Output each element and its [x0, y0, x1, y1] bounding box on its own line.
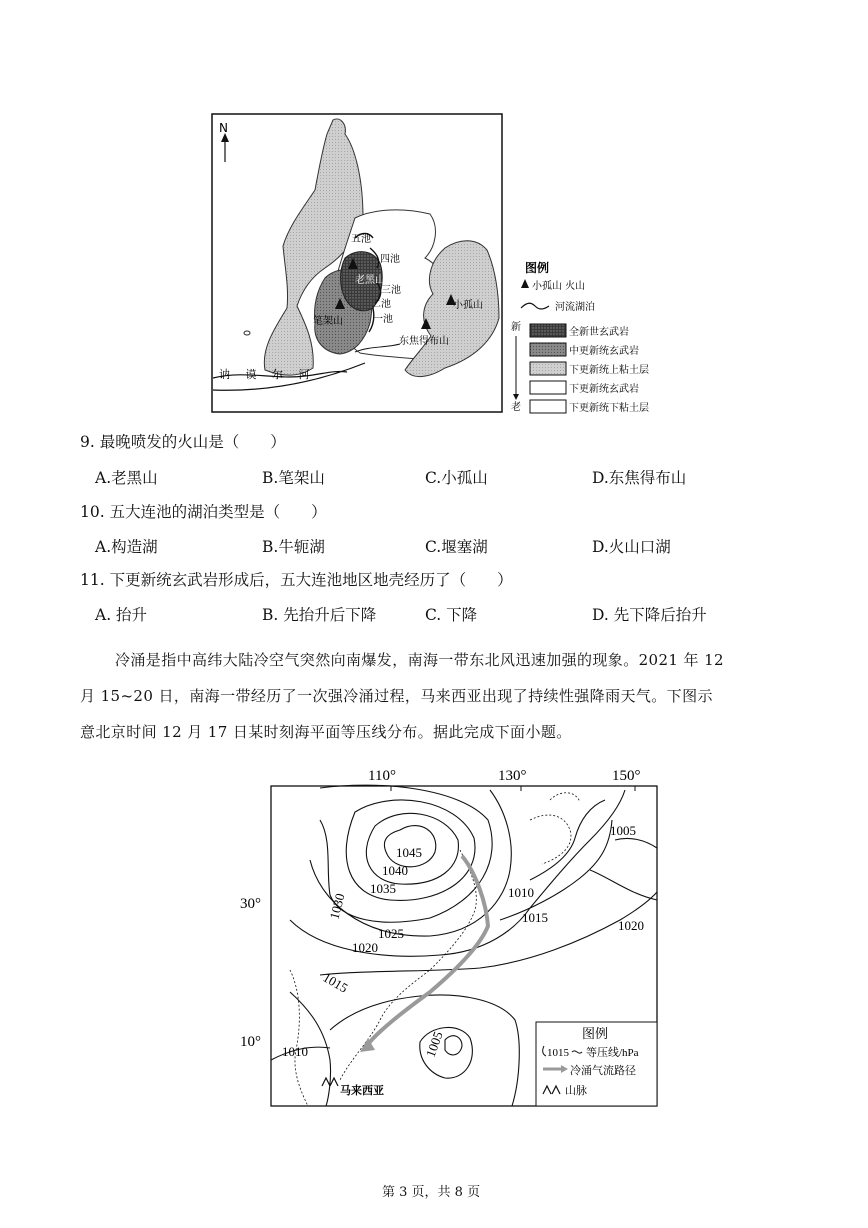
- isobar-label: 1045: [396, 845, 422, 860]
- river-icon: [521, 303, 549, 309]
- volcano-label: 笔架山: [313, 316, 343, 327]
- question-9-stem: 9. 最晚喷发的火山是（ ）: [80, 433, 286, 451]
- svg-text:老: 老: [511, 402, 521, 413]
- volcano-geology-map: [205, 108, 675, 418]
- lake-label: 二池: [371, 299, 391, 310]
- passage-line: 月 15~20 日，南海一带经历了一次强冷涌过程，马来西亚出现了持续性强降雨天气。下图示: [80, 687, 713, 705]
- lon-label: 150°: [612, 768, 641, 784]
- isobar-label: 1010: [508, 885, 534, 900]
- volcano-label: 小孤山: [453, 300, 483, 311]
- svg-text:图例: 图例: [582, 1026, 609, 1041]
- question-9-option-d[interactable]: D.东焦得布山: [592, 469, 687, 487]
- svg-text:图例: 图例: [525, 261, 550, 275]
- river-label: 讷 谟 尔 河: [219, 368, 316, 381]
- lon-label: 110°: [368, 768, 396, 784]
- lake-label: 四池: [380, 254, 400, 265]
- question-11-option-b[interactable]: B. 先抬升后下降: [262, 606, 377, 624]
- question-11-option-a[interactable]: A. 抬升: [95, 606, 148, 624]
- svg-text:等压线/hPa: 等压线/hPa: [586, 1047, 639, 1059]
- question-10-option-b[interactable]: B.牛轭湖: [262, 538, 325, 556]
- isobar-label: 1035: [370, 881, 396, 896]
- svg-text:冷涌气流路径: 冷涌气流路径: [570, 1065, 636, 1077]
- svg-text:山脉: 山脉: [565, 1085, 587, 1097]
- question-10-option-d[interactable]: D.火山口湖: [592, 538, 671, 556]
- svg-text:1015: 1015: [547, 1047, 569, 1059]
- question-11-option-d[interactable]: D. 先下降后抬升: [592, 606, 707, 624]
- isobar-label: 1015: [320, 969, 351, 996]
- passage-line: 意北京时间 12 月 17 日某时刻海平面等压线分布。据此完成下面小题。: [80, 723, 572, 741]
- svg-text:下更新统下粘土层: 下更新统下粘土层: [569, 403, 649, 414]
- isobar-label: 1010: [282, 1044, 308, 1059]
- north-label: N: [219, 121, 228, 135]
- question-10-option-c[interactable]: C.堰塞湖: [425, 538, 488, 556]
- lake-label: 一池: [373, 314, 393, 325]
- question-10-option-a[interactable]: A.构造湖: [95, 538, 158, 556]
- isobar-label: 1040: [382, 863, 408, 878]
- volcano-label: 东焦得布山: [399, 336, 449, 347]
- question-9-option-b[interactable]: B.笔架山: [262, 469, 325, 487]
- passage-line: 冷涌是指中高纬大陆冷空气突然向南爆发，南海一带东北风迅速加强的现象。2021 年 12: [115, 651, 725, 669]
- svg-text:小孤山 火山: 小孤山 火山: [532, 281, 586, 292]
- question-10-stem: 10. 五大连池的湖泊类型是（ ）: [80, 503, 327, 521]
- volcano-icon: [521, 279, 529, 288]
- isobar-map: [230, 760, 670, 1112]
- svg-text:河流湖泊: 河流湖泊: [555, 302, 595, 313]
- isobar-label: 1015: [522, 910, 548, 925]
- map1-legend: [511, 260, 649, 414]
- isobar-label: 1025: [378, 926, 404, 941]
- lon-label: 130°: [498, 768, 527, 784]
- isobar-label: 1005: [422, 1029, 446, 1060]
- svg-text:下更新统上粘土层: 下更新统上粘土层: [569, 365, 649, 376]
- lat-label: 30°: [240, 896, 261, 912]
- page-footer: 第 3 页，共 8 页: [382, 1185, 481, 1200]
- lat-label: 10°: [240, 1034, 261, 1050]
- svg-text:中更新统玄武岩: 中更新统玄武岩: [569, 346, 639, 357]
- question-11-option-c[interactable]: C. 下降: [425, 606, 478, 624]
- lake-label: 三池: [381, 285, 401, 296]
- isobar-label: 1030: [326, 891, 348, 921]
- svg-text:全新世玄武岩: 全新世玄武岩: [569, 327, 629, 338]
- lake-label: 五池: [351, 234, 371, 245]
- question-9-option-c[interactable]: C.小孤山: [425, 469, 488, 487]
- volcano-label: 老黑山: [355, 275, 385, 286]
- question-11-stem: 11. 下更新统玄武岩形成后，五大连池地区地壳经历了（ ）: [80, 571, 513, 589]
- question-9-option-a[interactable]: A.老黑山: [95, 469, 158, 487]
- map2-legend: [536, 1022, 657, 1106]
- malaysia-label: 马来西亚: [340, 1085, 384, 1097]
- isobar-label: 1005: [610, 823, 636, 838]
- svg-text:新: 新: [511, 322, 521, 333]
- svg-text:下更新统玄武岩: 下更新统玄武岩: [569, 384, 639, 395]
- isobar-label: 1020: [352, 940, 378, 955]
- isobar-label: 1020: [618, 918, 644, 933]
